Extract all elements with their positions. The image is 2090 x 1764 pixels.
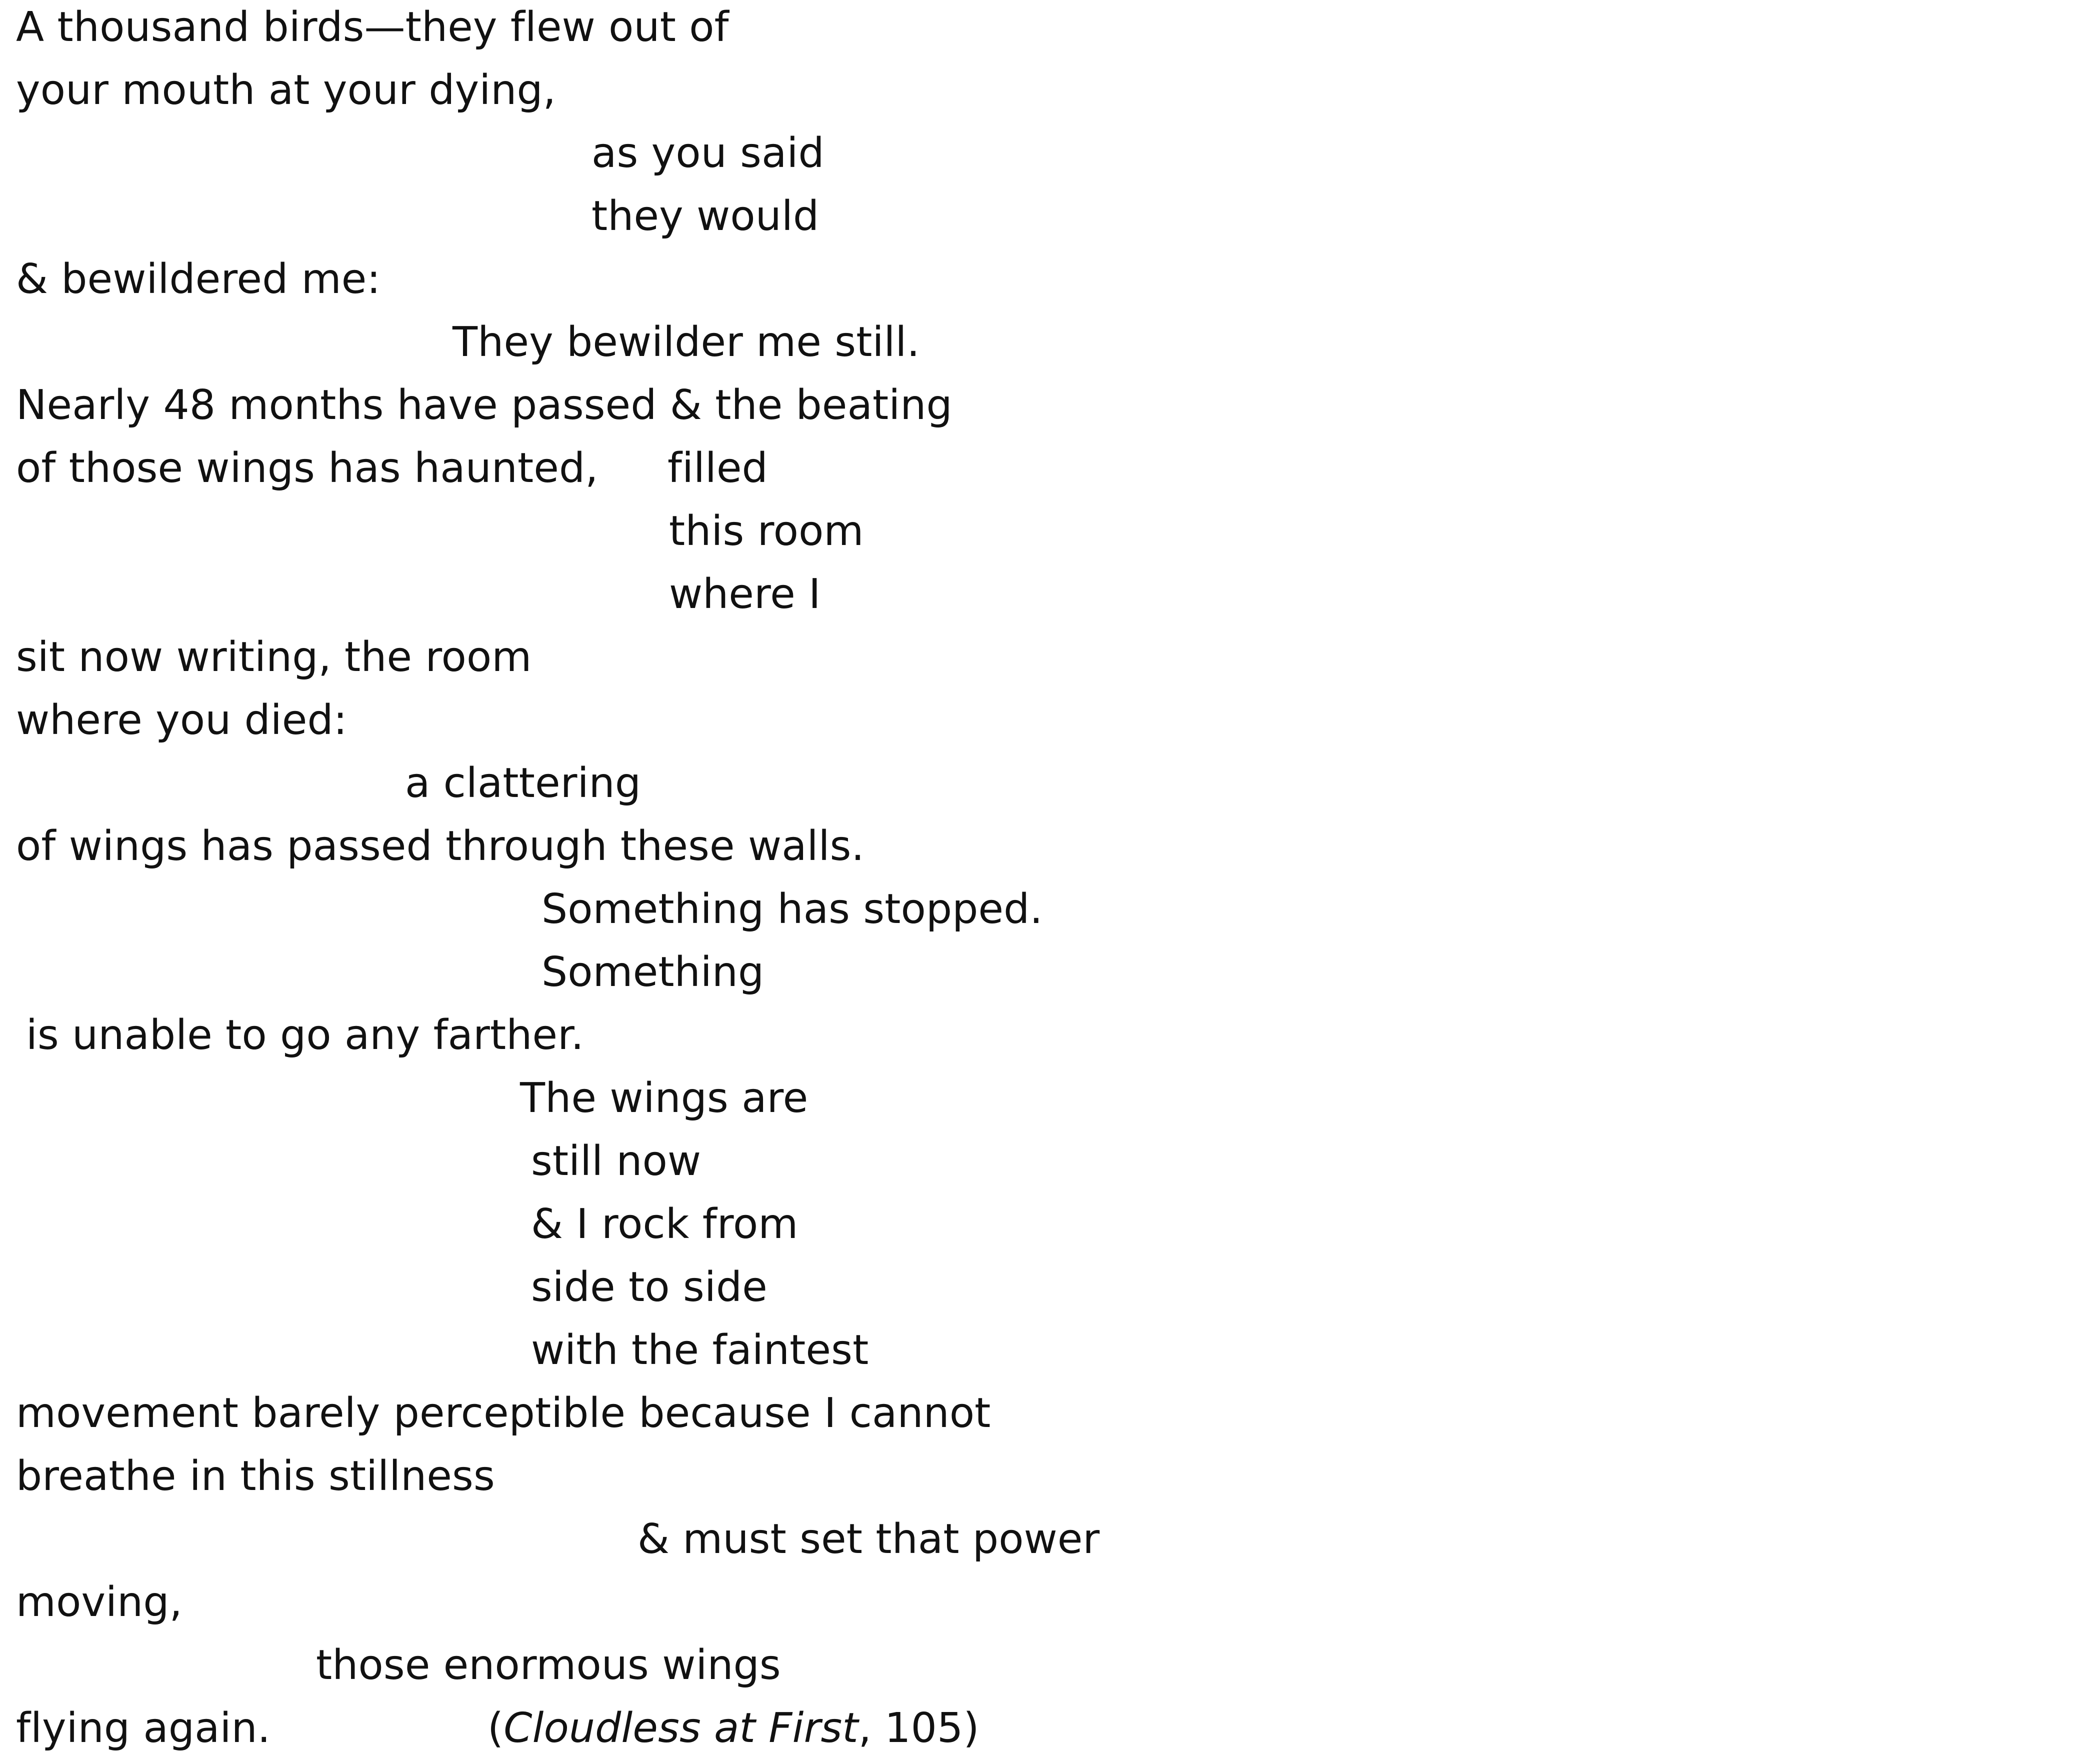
poem-line: where I [669, 570, 821, 618]
poem-line: of wings has passed through these walls. [16, 822, 864, 870]
poem-line: this room [669, 508, 864, 555]
poem-line: still now [531, 1138, 702, 1185]
poem-line: & must set that power [638, 1516, 1100, 1563]
poem-line: those enormous wings [316, 1642, 781, 1689]
poem-line: your mouth at your dying, [16, 66, 556, 114]
poem-line: breathe in this stillness [16, 1452, 495, 1500]
poem-line: side to side [531, 1264, 768, 1311]
poem-line: as you said [592, 130, 824, 177]
citation [488, 1704, 980, 1754]
poem-line: where you died: [16, 696, 348, 744]
poem-line: movement barely perceptible because I cannot [16, 1390, 991, 1437]
poem-line: with the faintest [531, 1326, 869, 1374]
poem-line: A thousand birds—they flew out of [16, 4, 729, 51]
poem-line: moving, [16, 1578, 182, 1626]
poem-line: & bewildered me: [16, 256, 381, 303]
poem-line: They bewilder me still. [452, 318, 920, 366]
poem-line: Something has stopped. [542, 886, 1043, 933]
poem-line: Something [542, 948, 764, 996]
poem-line: & I rock from [531, 1200, 798, 1248]
citation-open-paren: ( [488, 1704, 504, 1752]
citation-title: Cloudless at First [504, 1704, 858, 1752]
poem-line: Nearly 48 months have passed & the beating [16, 382, 952, 429]
poem-line: they would [592, 192, 820, 240]
poem-line: filled [668, 444, 768, 492]
poem-line: is unable to go any farther. [26, 1012, 584, 1059]
poem-line: The wings are [520, 1074, 808, 1122]
poem-line: a clattering [405, 760, 642, 807]
citation-close-paren: ) [963, 1704, 980, 1752]
poem-line: of those wings has haunted, [16, 444, 598, 492]
citation-page: , 105 [858, 1704, 964, 1752]
poem-line: flying again. [16, 1704, 271, 1752]
poem-line: sit now writing, the room [16, 634, 532, 681]
